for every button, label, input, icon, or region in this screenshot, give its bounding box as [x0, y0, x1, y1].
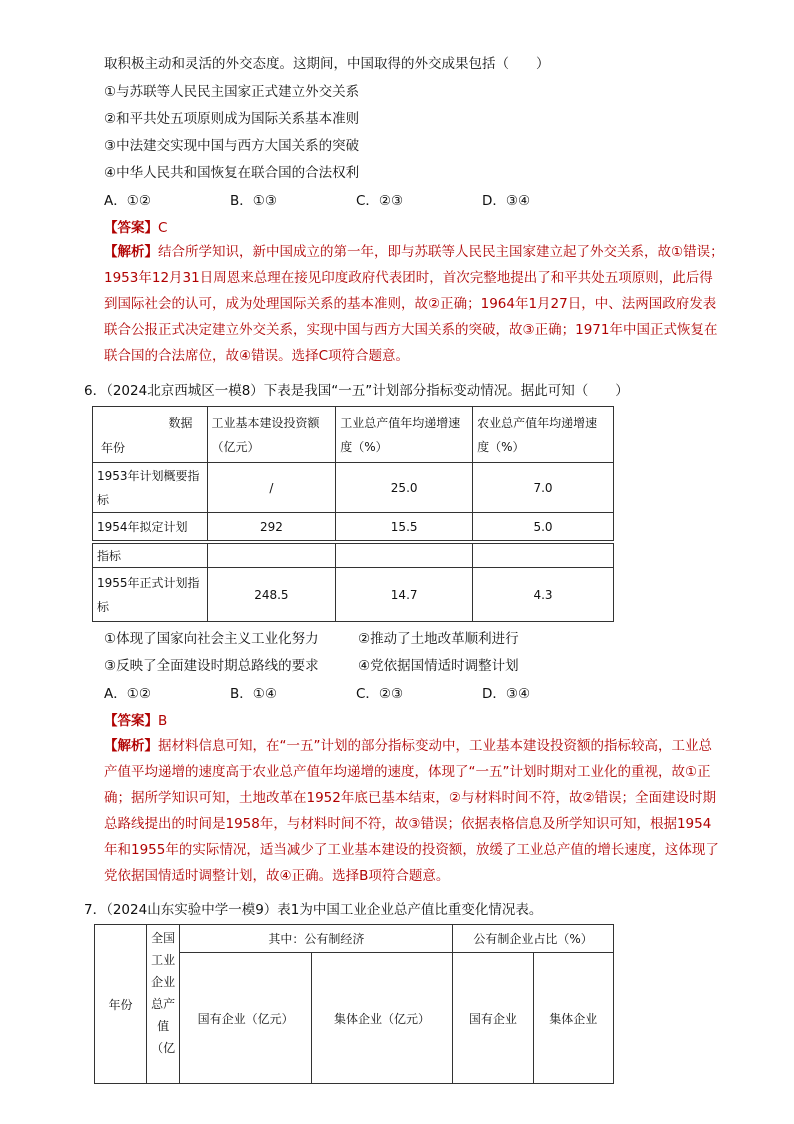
q7-group-public: 其中：公有制经济 [180, 925, 453, 953]
q7-year-header: 年份 [95, 925, 147, 1084]
q6-row-label: 指标 [93, 544, 208, 568]
q7-group-share: 公有制企业占比（%） [453, 925, 614, 953]
q6-cell: 248.5 [207, 568, 336, 622]
q6-cell: 7.0 [473, 463, 614, 513]
q6-option-b: B．①④ [230, 686, 277, 702]
q6-cell: / [207, 463, 336, 513]
q5-item-2: ②和平共处五项原则成为国际关系基本准则 [104, 111, 360, 127]
q7-table [94, 924, 614, 1084]
q6-option-d: D．③④ [482, 686, 531, 702]
q6-corner-top: 数据 [168, 415, 193, 430]
q5-answer-value: C [158, 220, 168, 236]
q5-item-3: ③中法建交实现中国与西方大国关系的突破 [104, 138, 360, 154]
q6-row-label: 1954年拟定计划 [93, 513, 208, 541]
q6-cell: 292 [207, 513, 336, 541]
q7-sub-collective-share: 集体企业 [533, 953, 613, 1084]
q7-sub-state-share: 国有企业 [453, 953, 533, 1084]
q6-table-corner [93, 407, 208, 463]
q6-item-4: ④党依据国情适时调整计划 [358, 658, 519, 674]
q6-stem: 6．（2024北京西城区一模8）下表是我国“一五”计划部分指标变动情况。据此可知（ ） [84, 383, 629, 399]
q5-analysis-text: 结合所学知识，新中国成立的第一年，即与苏联等人民民主国家建立起了外交关系，故①错误；1953年12月31日周恩来总理在接见印度政府代表团时，首次完整地提出了和平共处五项原则，此后得到国际社会的认可，成为处理国际关系的基本准则，故②正确；1964年1月27日，中、法两国政府发表联合公报正式决定建立外交关系，实现中国与西方大国关系的突破，故③正确；1971年中国正式恢复在联合国的合法席位，故④错误。选择C项符合题意。 [104, 244, 724, 364]
q6-analysis-text: 据材料信息可知，在“一五”计划的部分指标变动中，工业基本建设投资额的指标较高，工业总产值平均递增的速度高于农业总产值年均递增的速度，体现了“一五”计划时期对工业化的重视，故①正确；据所学知识可知，土地改革在1952年底已基本结束，②与材料时间不符，故②错误；全面建设时期总路线提出的时间是1958年，与材料时间不符，故③错误；依据表格信息及所学知识可知，根据1954年和1955年的实际情况，适当减少了工业基本建设的投资额，放缓了工业总产值的增长速度，这体现了党依据国情适时调整计划，故④正确。选择B项符合题意。 [104, 738, 719, 884]
q6-cell [207, 544, 336, 568]
q6-header-1: 工业基本建设投资额（亿元） [207, 407, 336, 463]
q6-answer-value: B [158, 713, 168, 729]
q6-cell [473, 544, 614, 568]
q5-option-a: A．①② [104, 193, 151, 209]
q6-option-c: C．②③ [356, 686, 404, 702]
q6-row-label: 1953年计划概要指标 [93, 463, 208, 513]
q6-cell: 5.0 [473, 513, 614, 541]
q6-answer [104, 709, 167, 729]
q5-item-4: ④中华人民共和国恢复在联合国的合法权利 [104, 165, 360, 181]
q6-header-2: 工业总产值年均递增速度（%） [336, 407, 473, 463]
q6-item-1: ①体现了国家向社会主义工业化努力 [104, 631, 319, 647]
q6-cell: 15.5 [336, 513, 473, 541]
q7-total-header: 全国工业企业总产值（亿 [146, 925, 180, 1084]
q5-stem-tail: 取积极主动和灵活的外交态度。这期间，中国取得的外交成果包括（ ） [104, 56, 550, 72]
q6-corner-bottom: 年份 [101, 440, 126, 455]
q7-stem: 7．（2024山东实验中学一模9）表1为中国工业企业总产值比重变化情况表。 [84, 902, 543, 918]
q5-option-b: B．①③ [230, 193, 277, 209]
q6-item-2: ②推动了土地改革顺利进行 [358, 631, 519, 647]
q5-item-1: ①与苏联等人民民主国家正式建立外交关系 [104, 84, 360, 100]
q6-cell: 4.3 [473, 568, 614, 622]
q6-analysis [104, 733, 724, 889]
q6-header-3: 农业总产值年均递增速度（%） [473, 407, 614, 463]
q5-analysis [104, 239, 724, 369]
q5-answer-label: 【答案】 [104, 220, 158, 236]
q5-option-d: D．③④ [482, 193, 531, 209]
q6-cell: 25.0 [336, 463, 473, 513]
q6-cell: 14.7 [336, 568, 473, 622]
q6-cell [336, 544, 473, 568]
q6-item-3: ③反映了全面建设时期总路线的要求 [104, 658, 319, 674]
q6-table-upper [92, 406, 614, 541]
q5-option-c: C．②③ [356, 193, 404, 209]
q7-sub-collective: 集体企业（亿元） [311, 953, 452, 1084]
q6-row-label: 1955年正式计划指标 [93, 568, 208, 622]
q5-analysis-label: 【解析】 [104, 244, 158, 260]
q6-table-lower [92, 543, 614, 622]
q7-sub-state: 国有企业（亿元） [180, 953, 311, 1084]
q6-answer-label: 【答案】 [104, 713, 158, 729]
q6-analysis-label: 【解析】 [104, 738, 158, 754]
q5-answer [104, 216, 167, 236]
q6-option-a: A．①② [104, 686, 151, 702]
